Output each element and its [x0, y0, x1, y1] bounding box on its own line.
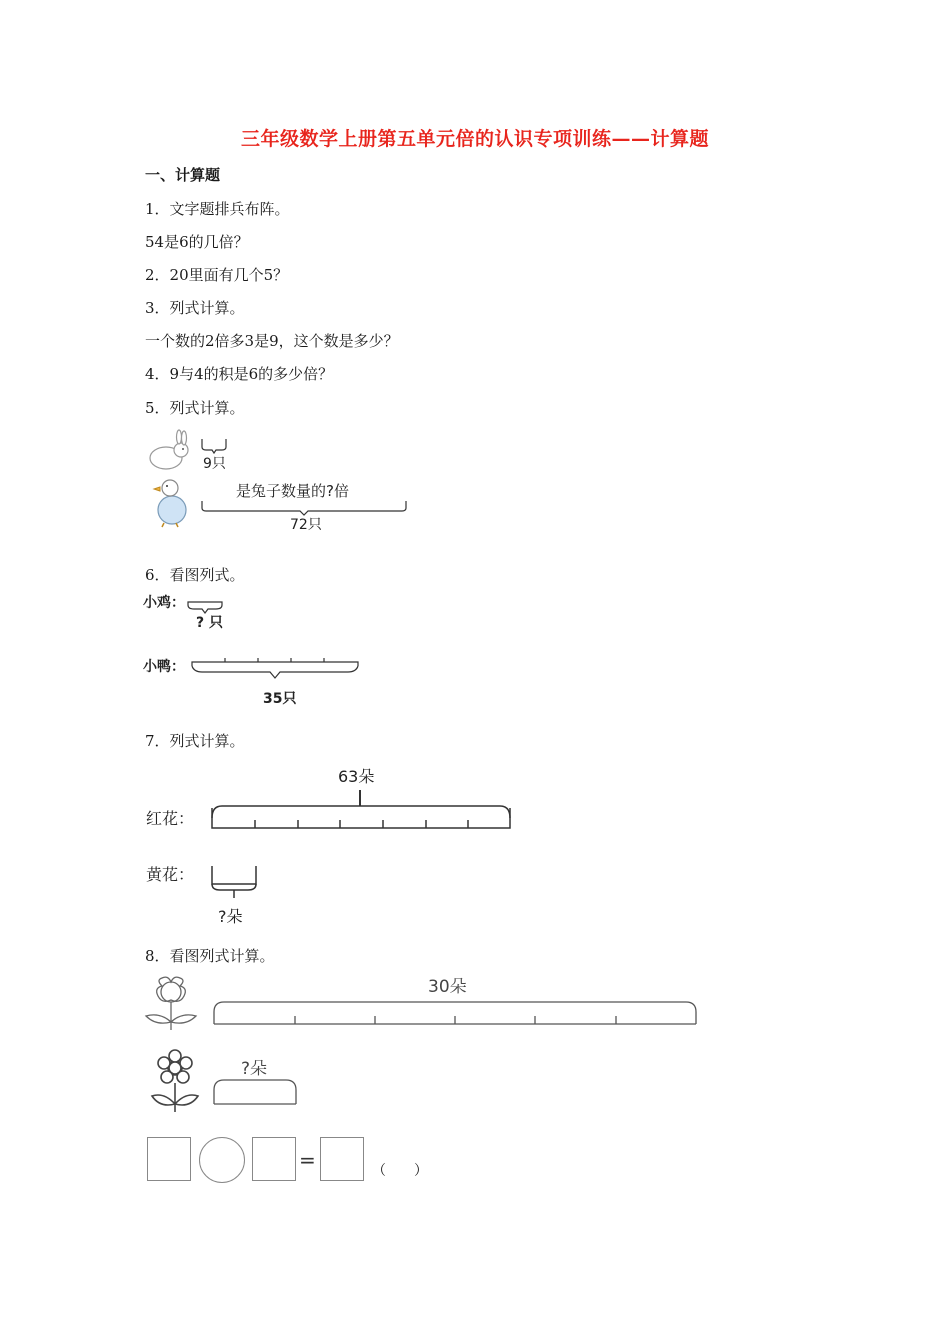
answer-box-3[interactable] [320, 1137, 364, 1181]
q6-heading: 6．看图列式。 [145, 566, 245, 584]
q1-body: 54是6的几倍？ [145, 233, 249, 251]
duckling-count: 35只 [263, 691, 297, 707]
equals-sign: = [299, 1148, 316, 1172]
duckling-label: 小鸭： [143, 659, 185, 675]
q8-total: 30朵 [428, 977, 467, 997]
answer-box-1[interactable] [147, 1137, 191, 1181]
rabbit-icon [146, 430, 192, 474]
q3-body: 一个数的2倍多3是9，这个数是多少？ [145, 332, 399, 350]
chick-count: ? 只 [196, 615, 223, 631]
answer-box-2[interactable] [252, 1137, 296, 1181]
duckling-bar [190, 656, 362, 688]
q5-heading: 5．列式计算。 [145, 399, 245, 417]
unit-paren[interactable]: （ ） [372, 1163, 428, 1179]
chick-label: 小鸡： [143, 595, 185, 611]
operator-circle[interactable] [199, 1137, 245, 1183]
rabbit-brace [200, 437, 230, 453]
flower-total-bar [210, 998, 702, 1028]
q8-unknown: ?朵 [241, 1059, 268, 1079]
yellow-flower-label: 黄花： [146, 865, 195, 884]
duck-count: 72只 [290, 517, 322, 533]
q2-heading: 2．20里面有几个5？ [145, 266, 289, 284]
red-flower-label: 红花： [146, 809, 195, 828]
rabbit-count: 9只 [203, 456, 226, 472]
q5-question-label: 是兔子数量的?倍 [236, 482, 349, 500]
yellow-count: ?朵 [218, 907, 243, 926]
flower-outline-icon [142, 976, 200, 1034]
q1-heading: 1．文字题排兵布阵。 [145, 200, 290, 218]
red-flower-bar [208, 788, 518, 832]
q3-heading: 3．列式计算。 [145, 299, 245, 317]
duck-icon [152, 476, 192, 528]
q4-heading: 4．9与4的积是6的多少倍？ [145, 365, 334, 383]
page-title: 三年级数学上册第五单元倍的认识专项训练——计算题 [240, 128, 709, 150]
yellow-flower-bar [208, 864, 262, 908]
section-heading: 一、计算题 [145, 166, 221, 184]
q7-heading: 7．列式计算。 [145, 732, 245, 750]
red-total: 63朵 [338, 767, 375, 786]
flower-part-bar [210, 1076, 302, 1106]
flower-filled-icon [148, 1048, 202, 1114]
q8-heading: 8．看图列式计算。 [145, 947, 275, 965]
